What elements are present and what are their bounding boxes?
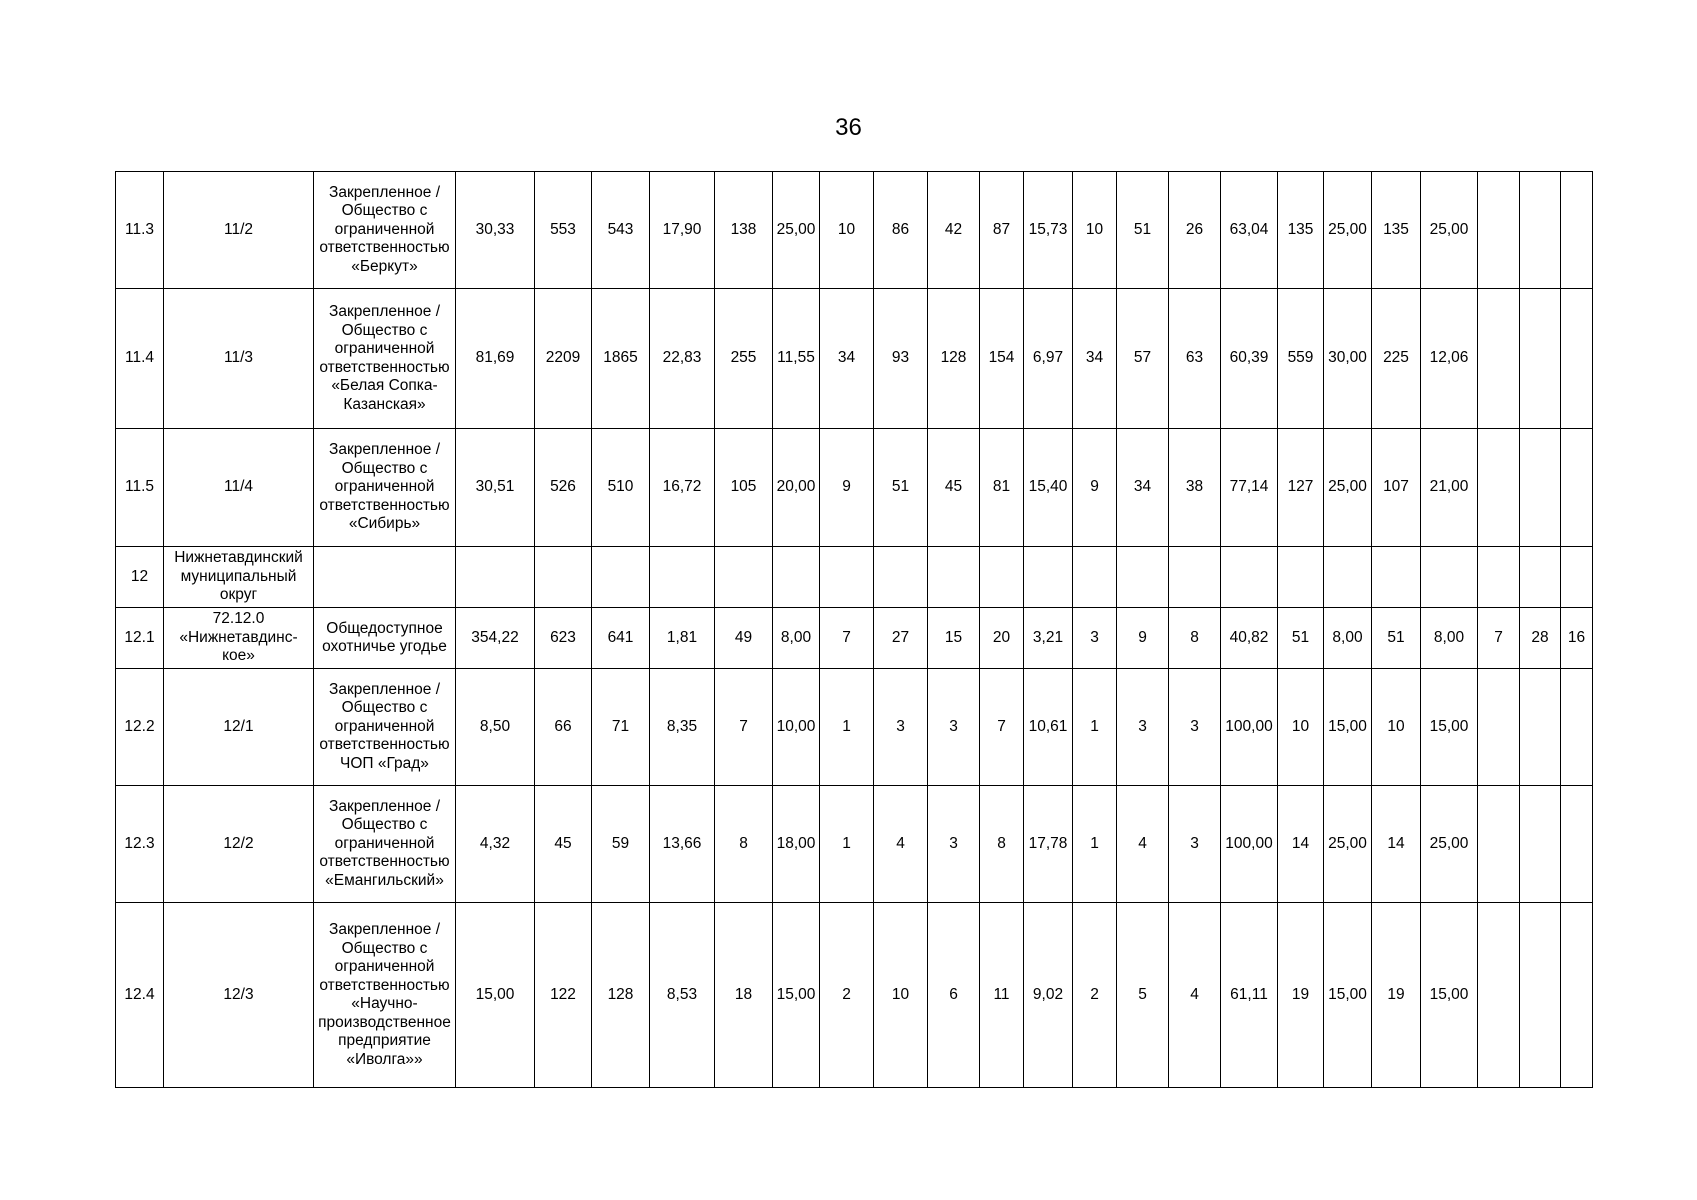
cell-value-col-12 xyxy=(928,547,980,608)
cell-value-col-21 xyxy=(1372,547,1421,608)
cell-value-col-11: 51 xyxy=(874,429,928,547)
cell-value-col-15: 9 xyxy=(1073,429,1117,547)
cell-value-col-16: 5 xyxy=(1117,903,1169,1088)
cell-value-col-15: 2 xyxy=(1073,903,1117,1088)
cell-ground-type-owner: Общедоступное охотничье угодье xyxy=(314,608,456,669)
cell-value-col-9: 20,00 xyxy=(773,429,820,547)
cell-value-col-20: 30,00 xyxy=(1324,289,1372,429)
cell-value-col-14: 9,02 xyxy=(1024,903,1073,1088)
cell-value-col-22: 12,06 xyxy=(1421,289,1478,429)
cell-value-col-18: 77,14 xyxy=(1221,429,1278,547)
cell-value-col-19: 559 xyxy=(1278,289,1324,429)
cell-value-col-13: 11 xyxy=(980,903,1024,1088)
cell-plot-id: 12/1 xyxy=(164,669,314,786)
cell-value-col-22: 25,00 xyxy=(1421,172,1478,289)
cell-value-col-5: 45 xyxy=(535,786,592,903)
cell-value-col-7: 13,66 xyxy=(650,786,715,903)
cell-value-col-17: 3 xyxy=(1169,669,1221,786)
cell-plot-id: 72.12.0 «Нижнетавдинс-кое» xyxy=(164,608,314,669)
cell-value-col-19: 127 xyxy=(1278,429,1324,547)
page-number: 36 xyxy=(835,114,862,141)
cell-value-col-17: 3 xyxy=(1169,786,1221,903)
cell-value-col-6: 510 xyxy=(592,429,650,547)
cell-value-col-13: 7 xyxy=(980,669,1024,786)
cell-value-col-6: 1865 xyxy=(592,289,650,429)
cell-ground-type-owner: Закрепленное / Общество с ограниченной ответственностью «Научно-производственное предприятие «Иволга»» xyxy=(314,903,456,1088)
cell-value-col-6: 641 xyxy=(592,608,650,669)
cell-value-col-25 xyxy=(1561,669,1593,786)
cell-value-col-24 xyxy=(1520,289,1561,429)
cell-area: 30,51 xyxy=(456,429,535,547)
cell-row-number: 11.5 xyxy=(116,429,164,547)
cell-value-col-18: 60,39 xyxy=(1221,289,1278,429)
cell-value-col-12: 3 xyxy=(928,669,980,786)
cell-value-col-7: 17,90 xyxy=(650,172,715,289)
cell-value-col-6: 71 xyxy=(592,669,650,786)
cell-value-col-25: 16 xyxy=(1561,608,1593,669)
cell-value-col-6 xyxy=(592,547,650,608)
cell-value-col-9: 18,00 xyxy=(773,786,820,903)
table-row xyxy=(116,903,1593,1088)
cell-value-col-7: 8,53 xyxy=(650,903,715,1088)
cell-value-col-5: 553 xyxy=(535,172,592,289)
cell-plot-id: 11/3 xyxy=(164,289,314,429)
cell-value-col-10: 34 xyxy=(820,289,874,429)
cell-value-col-9: 15,00 xyxy=(773,903,820,1088)
cell-value-col-21: 135 xyxy=(1372,172,1421,289)
cell-value-col-17: 26 xyxy=(1169,172,1221,289)
cell-value-col-23 xyxy=(1478,172,1520,289)
cell-value-col-13: 154 xyxy=(980,289,1024,429)
cell-value-col-25 xyxy=(1561,786,1593,903)
table-row xyxy=(116,669,1593,786)
cell-value-col-7: 16,72 xyxy=(650,429,715,547)
cell-value-col-14: 6,97 xyxy=(1024,289,1073,429)
cell-value-col-24 xyxy=(1520,429,1561,547)
cell-value-col-17: 38 xyxy=(1169,429,1221,547)
cell-value-col-18: 100,00 xyxy=(1221,669,1278,786)
cell-row-number: 11.3 xyxy=(116,172,164,289)
cell-area: 15,00 xyxy=(456,903,535,1088)
cell-value-col-23 xyxy=(1478,547,1520,608)
cell-value-col-18: 61,11 xyxy=(1221,903,1278,1088)
cell-value-col-10 xyxy=(820,547,874,608)
cell-value-col-20: 15,00 xyxy=(1324,669,1372,786)
cell-value-col-18: 63,04 xyxy=(1221,172,1278,289)
cell-value-col-5: 122 xyxy=(535,903,592,1088)
cell-plot-id: 11/4 xyxy=(164,429,314,547)
cell-value-col-9: 11,55 xyxy=(773,289,820,429)
cell-plot-id: 12/3 xyxy=(164,903,314,1088)
cell-value-col-6: 543 xyxy=(592,172,650,289)
cell-value-col-16: 9 xyxy=(1117,608,1169,669)
cell-ground-type-owner: Закрепленное / Общество с ограниченной ответственностью «Беркут» xyxy=(314,172,456,289)
cell-row-number: 11.4 xyxy=(116,289,164,429)
cell-value-col-12: 45 xyxy=(928,429,980,547)
cell-value-col-24 xyxy=(1520,547,1561,608)
cell-value-col-15 xyxy=(1073,547,1117,608)
cell-value-col-12: 3 xyxy=(928,786,980,903)
cell-value-col-18: 40,82 xyxy=(1221,608,1278,669)
cell-value-col-22: 15,00 xyxy=(1421,903,1478,1088)
cell-value-col-23: 7 xyxy=(1478,608,1520,669)
cell-value-col-22: 15,00 xyxy=(1421,669,1478,786)
cell-row-number: 12.2 xyxy=(116,669,164,786)
cell-value-col-8: 49 xyxy=(715,608,773,669)
cell-value-col-12: 128 xyxy=(928,289,980,429)
cell-value-col-19: 10 xyxy=(1278,669,1324,786)
cell-value-col-24 xyxy=(1520,172,1561,289)
cell-value-col-15: 3 xyxy=(1073,608,1117,669)
cell-value-col-23 xyxy=(1478,903,1520,1088)
cell-value-col-13: 81 xyxy=(980,429,1024,547)
cell-value-col-19: 135 xyxy=(1278,172,1324,289)
cell-ground-type-owner: Закрепленное / Общество с ограниченной ответственностью «Емангильский» xyxy=(314,786,456,903)
cell-value-col-10: 1 xyxy=(820,669,874,786)
cell-value-col-14: 17,78 xyxy=(1024,786,1073,903)
cell-plot-id: 12/2 xyxy=(164,786,314,903)
cell-value-col-17: 8 xyxy=(1169,608,1221,669)
cell-value-col-6: 59 xyxy=(592,786,650,903)
cell-value-col-23 xyxy=(1478,289,1520,429)
cell-value-col-11 xyxy=(874,547,928,608)
cell-value-col-11: 3 xyxy=(874,669,928,786)
cell-value-col-9 xyxy=(773,547,820,608)
cell-value-col-20: 25,00 xyxy=(1324,786,1372,903)
cell-value-col-19 xyxy=(1278,547,1324,608)
cell-value-col-15: 1 xyxy=(1073,669,1117,786)
cell-value-col-22: 21,00 xyxy=(1421,429,1478,547)
cell-value-col-6: 128 xyxy=(592,903,650,1088)
cell-value-col-15: 1 xyxy=(1073,786,1117,903)
cell-value-col-13 xyxy=(980,547,1024,608)
cell-value-col-12: 15 xyxy=(928,608,980,669)
cell-plot-id: Нижнетавдинский муниципальный округ xyxy=(164,547,314,608)
cell-value-col-12: 42 xyxy=(928,172,980,289)
cell-value-col-14: 15,40 xyxy=(1024,429,1073,547)
cell-value-col-22: 8,00 xyxy=(1421,608,1478,669)
table-row xyxy=(116,547,1593,608)
cell-value-col-10: 9 xyxy=(820,429,874,547)
cell-value-col-23 xyxy=(1478,669,1520,786)
cell-value-col-10: 2 xyxy=(820,903,874,1088)
cell-area: 8,50 xyxy=(456,669,535,786)
cell-value-col-11: 27 xyxy=(874,608,928,669)
cell-value-col-13: 20 xyxy=(980,608,1024,669)
cell-plot-id: 11/2 xyxy=(164,172,314,289)
cell-value-col-19: 14 xyxy=(1278,786,1324,903)
cell-value-col-16: 57 xyxy=(1117,289,1169,429)
cell-value-col-25 xyxy=(1561,289,1593,429)
table-row xyxy=(116,608,1593,669)
cell-value-col-8 xyxy=(715,547,773,608)
cell-value-col-7: 8,35 xyxy=(650,669,715,786)
cell-value-col-14 xyxy=(1024,547,1073,608)
cell-value-col-7: 22,83 xyxy=(650,289,715,429)
cell-value-col-24: 28 xyxy=(1520,608,1561,669)
cell-ground-type-owner xyxy=(314,547,456,608)
cell-value-col-5 xyxy=(535,547,592,608)
cell-value-col-18: 100,00 xyxy=(1221,786,1278,903)
cell-value-col-21: 107 xyxy=(1372,429,1421,547)
cell-value-col-10: 10 xyxy=(820,172,874,289)
cell-value-col-14: 10,61 xyxy=(1024,669,1073,786)
cell-value-col-5: 526 xyxy=(535,429,592,547)
cell-value-col-8: 105 xyxy=(715,429,773,547)
cell-value-col-14: 15,73 xyxy=(1024,172,1073,289)
cell-value-col-23 xyxy=(1478,786,1520,903)
cell-value-col-16: 51 xyxy=(1117,172,1169,289)
cell-value-col-16: 4 xyxy=(1117,786,1169,903)
cell-value-col-20: 8,00 xyxy=(1324,608,1372,669)
cell-value-col-14: 3,21 xyxy=(1024,608,1073,669)
cell-area: 4,32 xyxy=(456,786,535,903)
cell-value-col-8: 18 xyxy=(715,903,773,1088)
cell-value-col-9: 25,00 xyxy=(773,172,820,289)
cell-value-col-8: 255 xyxy=(715,289,773,429)
cell-value-col-24 xyxy=(1520,903,1561,1088)
cell-value-col-20 xyxy=(1324,547,1372,608)
cell-value-col-22: 25,00 xyxy=(1421,786,1478,903)
cell-row-number: 12 xyxy=(116,547,164,608)
cell-row-number: 12.3 xyxy=(116,786,164,903)
cell-area xyxy=(456,547,535,608)
cell-value-col-24 xyxy=(1520,786,1561,903)
cell-value-col-25 xyxy=(1561,172,1593,289)
cell-value-col-19: 19 xyxy=(1278,903,1324,1088)
cell-value-col-21: 10 xyxy=(1372,669,1421,786)
cell-value-col-23 xyxy=(1478,429,1520,547)
cell-value-col-20: 15,00 xyxy=(1324,903,1372,1088)
cell-value-col-20: 25,00 xyxy=(1324,172,1372,289)
cell-value-col-5: 66 xyxy=(535,669,592,786)
cell-value-col-25 xyxy=(1561,429,1593,547)
cell-value-col-9: 8,00 xyxy=(773,608,820,669)
cell-value-col-16: 34 xyxy=(1117,429,1169,547)
cell-value-col-12: 6 xyxy=(928,903,980,1088)
cell-value-col-21: 51 xyxy=(1372,608,1421,669)
cell-value-col-22 xyxy=(1421,547,1478,608)
cell-value-col-8: 7 xyxy=(715,669,773,786)
cell-value-col-15: 34 xyxy=(1073,289,1117,429)
table-row xyxy=(116,429,1593,547)
cell-value-col-7 xyxy=(650,547,715,608)
cell-value-col-9: 10,00 xyxy=(773,669,820,786)
cell-value-col-15: 10 xyxy=(1073,172,1117,289)
cell-value-col-16: 3 xyxy=(1117,669,1169,786)
cell-value-col-13: 8 xyxy=(980,786,1024,903)
cell-value-col-11: 86 xyxy=(874,172,928,289)
cell-ground-type-owner: Закрепленное / Общество с ограниченной ответственностью ЧОП «Град» xyxy=(314,669,456,786)
cell-value-col-7: 1,81 xyxy=(650,608,715,669)
hunting-grounds-table xyxy=(115,171,1593,1088)
cell-value-col-19: 51 xyxy=(1278,608,1324,669)
cell-value-col-21: 19 xyxy=(1372,903,1421,1088)
cell-value-col-24 xyxy=(1520,669,1561,786)
cell-area: 30,33 xyxy=(456,172,535,289)
cell-value-col-20: 25,00 xyxy=(1324,429,1372,547)
cell-value-col-11: 10 xyxy=(874,903,928,1088)
table-row xyxy=(116,172,1593,289)
cell-value-col-18 xyxy=(1221,547,1278,608)
cell-ground-type-owner: Закрепленное / Общество с ограниченной ответственностью «Белая Сопка-Казанская» xyxy=(314,289,456,429)
cell-value-col-17: 63 xyxy=(1169,289,1221,429)
cell-value-col-25 xyxy=(1561,547,1593,608)
cell-value-col-21: 14 xyxy=(1372,786,1421,903)
cell-value-col-5: 2209 xyxy=(535,289,592,429)
cell-row-number: 12.4 xyxy=(116,903,164,1088)
cell-value-col-11: 93 xyxy=(874,289,928,429)
cell-value-col-13: 87 xyxy=(980,172,1024,289)
cell-value-col-17: 4 xyxy=(1169,903,1221,1088)
cell-row-number: 12.1 xyxy=(116,608,164,669)
cell-value-col-8: 8 xyxy=(715,786,773,903)
cell-value-col-17 xyxy=(1169,547,1221,608)
cell-value-col-10: 7 xyxy=(820,608,874,669)
cell-value-col-16 xyxy=(1117,547,1169,608)
cell-ground-type-owner: Закрепленное / Общество с ограниченной ответственностью «Сибирь» xyxy=(314,429,456,547)
table-row xyxy=(116,289,1593,429)
table-row xyxy=(116,786,1593,903)
cell-value-col-8: 138 xyxy=(715,172,773,289)
cell-value-col-11: 4 xyxy=(874,786,928,903)
cell-area: 354,22 xyxy=(456,608,535,669)
cell-value-col-5: 623 xyxy=(535,608,592,669)
cell-value-col-21: 225 xyxy=(1372,289,1421,429)
cell-area: 81,69 xyxy=(456,289,535,429)
cell-value-col-25 xyxy=(1561,903,1593,1088)
cell-value-col-10: 1 xyxy=(820,786,874,903)
